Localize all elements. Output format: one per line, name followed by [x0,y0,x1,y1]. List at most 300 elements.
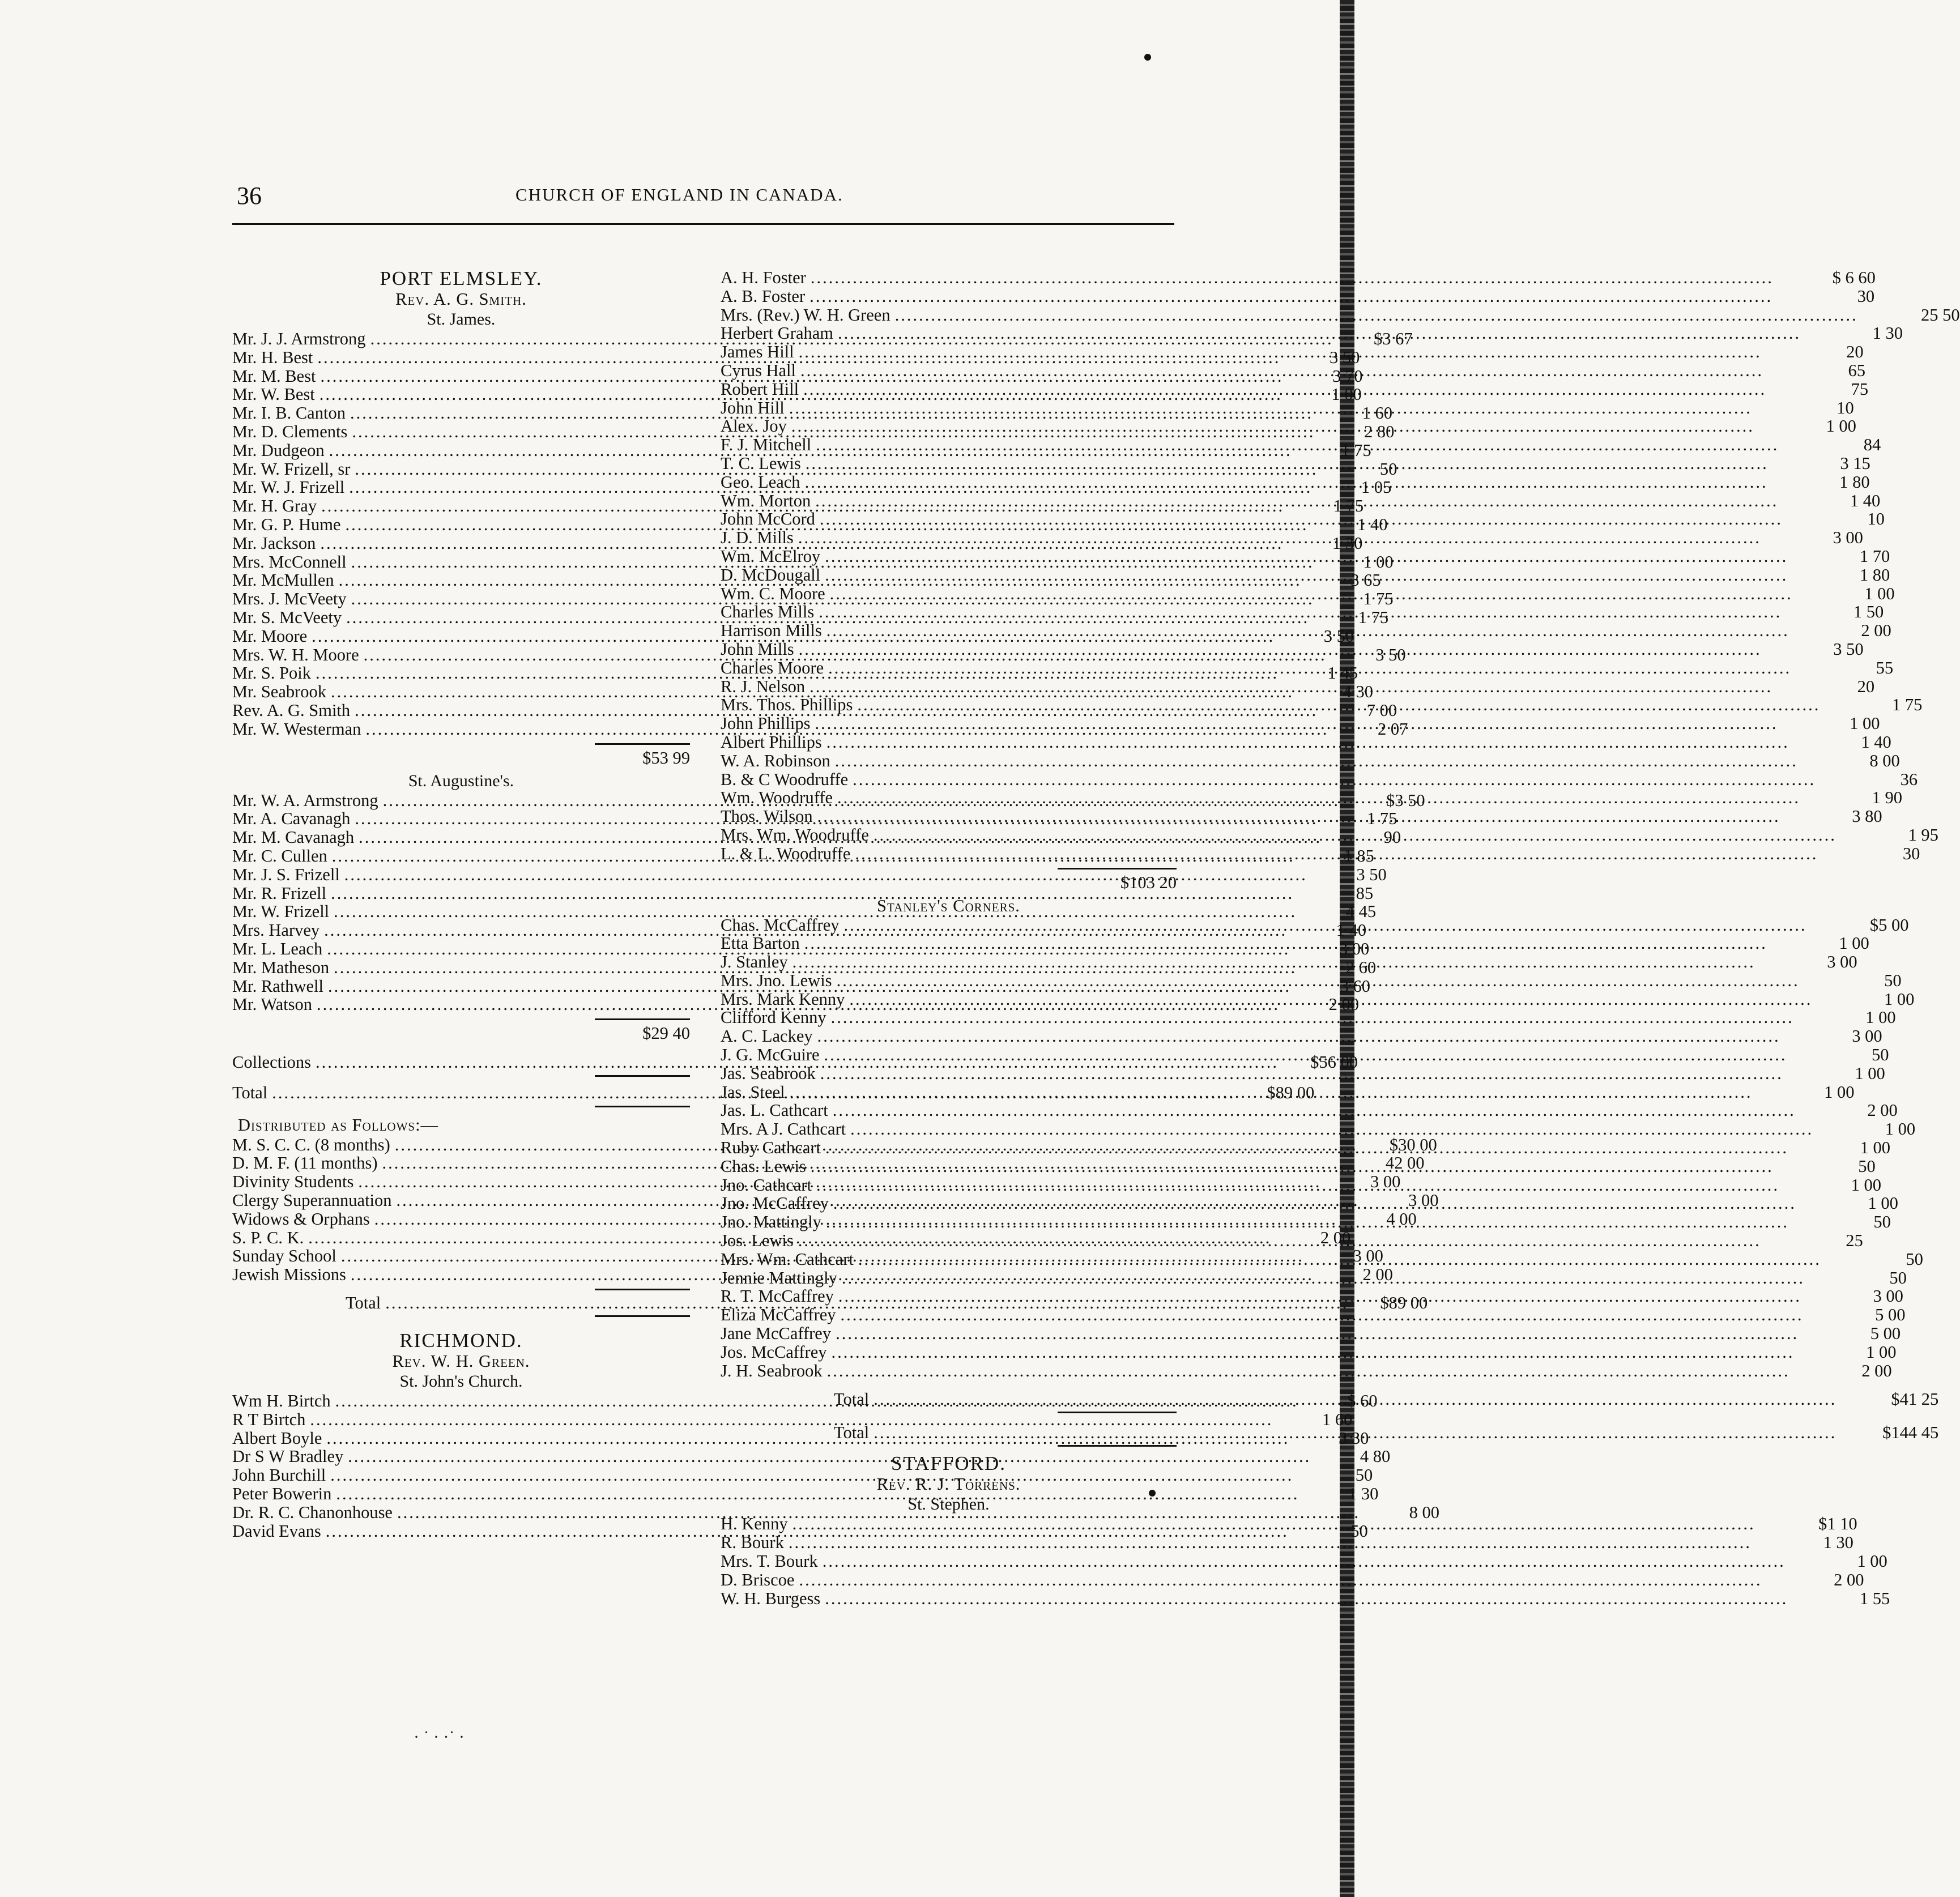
entry-amount: 1 70 [1859,546,1890,566]
entry-name: Albert Boyle [232,1428,322,1448]
leader-dots [826,1213,1789,1231]
entry-amount: 2 07 [1378,719,1408,739]
entry-amount: 3 00 [1833,528,1863,548]
entry-amount: 1 00 [1851,1175,1881,1195]
entry-name: Dr S W Bradley [232,1447,344,1467]
entry-amount: 1 75 [1891,695,1923,715]
leader-dots [824,1046,1787,1064]
list-item [721,1588,1890,1608]
entry-amount: 55 [1876,658,1894,677]
leader-dots [817,1027,1780,1046]
entry-name: Wm. C. Moore [721,583,825,603]
entry-amount: 3 60 [1340,976,1370,996]
leader-dots [826,621,1789,640]
leader-dots [789,1533,1752,1552]
list-item [232,1391,1378,1411]
list-item [721,1008,1896,1028]
entry-name: M. S. C. C. (8 months) [232,1135,390,1154]
entry-name: Rev. A. G. Smith [232,700,351,720]
entry-name: Clifford Kenny [721,1008,826,1028]
entry-amount: 3 00 [1852,1026,1882,1046]
entry-amount: 1 75 [1333,496,1364,516]
leader-dots [799,343,1762,361]
entry-name: Wm. Woodruffe [721,788,833,808]
entry-name: John Phillips [721,714,811,734]
list-item [721,639,1864,659]
entry-amount: 3 50 [1329,347,1360,367]
leader-dots [844,916,1807,935]
entry-amount: 2 00 [1362,1265,1393,1285]
entry-amount: 84 [1863,435,1881,455]
leader-dots [811,1157,1774,1176]
leader-dots [874,826,1837,845]
leader-dots [826,733,1789,752]
entry-amount: 3 50 [1375,645,1406,664]
list-item [721,1533,1854,1553]
entry-name: John Hill [721,398,785,417]
entry-name: Mrs. McConnell [232,552,347,572]
entry-name: D. Briscoe [721,1570,795,1589]
entry-name: L. & L. Woodruffe [721,843,851,863]
entry-amount: 5 00 [1870,1324,1901,1344]
collections-row: Collections ..... $56 00 [232,1053,690,1072]
leader-dots [831,1008,1794,1027]
entry-name: A. H. Foster [721,268,806,287]
leader-dots [838,1287,1801,1306]
entry-name: R T Birtch [232,1409,306,1429]
entry-amount: 50 [1873,1212,1891,1232]
entry-name: Jane McCaffrey [721,1324,832,1344]
entry-amount: 5 00 [1875,1305,1906,1325]
entry-name: Wm. Morton [721,491,811,510]
entry-amount: 50 [1889,1268,1907,1288]
list-item [721,1045,1889,1065]
entry-name: Mr. W. A. Armstrong [232,790,378,810]
entry-name: Jas. Seabrook [721,1063,816,1083]
entry-amount: 3 50 [1833,639,1864,659]
leader-dots [804,934,1767,953]
entry-amount: 3 50 [1323,626,1354,646]
grand-total-row: Total ..... $144 45 [721,1420,1177,1445]
entry-amount: 85 [1356,883,1374,903]
leader-dots [825,1589,1788,1608]
entry-name: Mr. S. Poik [232,663,311,683]
speck [1144,54,1151,61]
entry-name: Mr. W. Frizell [232,902,330,922]
leader-dots [823,1552,1786,1571]
entry-amount: 1 30 [1823,1533,1854,1553]
list-item [721,1551,1887,1571]
leader-dots [805,473,1768,492]
entry-amount: 10 [1837,398,1854,417]
entry-name: John Burchill [232,1465,326,1485]
entry-amount: 1 90 [1872,788,1903,808]
entry-amount: 1 40 [1861,732,1891,752]
distribution-total-row: Total ..... $89 00 [232,1290,690,1315]
entry-name: Dr. R. C. Chanonhouse [232,1502,393,1522]
subtotal: $103 20 [1120,872,1177,892]
leader-dots [833,1194,1796,1213]
entry-name: Mr. W. Westerman [232,719,361,739]
entry-amount: 2 00 [1320,1227,1351,1247]
leader-dots [827,1362,1790,1380]
entry-name: Mr. M. Cavanagh [232,828,355,847]
leader-dots [849,990,1812,1009]
entry-amount: 1 60 [1322,1409,1353,1429]
entry-name: Mrs. Jno. Lewis [721,970,832,990]
church-name: St. Augustine's. [408,771,514,790]
leader-dots [809,677,1772,696]
entry-amount: 7 00 [1366,700,1397,720]
entry-name: Mr. D. Clements [232,421,348,441]
list-item [721,1026,1882,1046]
church-name: St. Stephen. [907,1495,990,1514]
clergy-name: Rev. R. J. Torrens. [876,1474,1021,1494]
entry-amount: 2 00 [1861,621,1891,641]
entry-amount: 4 80 [1360,1447,1391,1467]
entry-amount: 3 00 [1873,1286,1903,1306]
section-title: PORT ELMSLEY. [380,267,543,289]
entry-name: Mrs. Harvey [232,920,320,940]
leader-dots [800,361,1763,380]
clergy-name: Rev. W. H. Green. [392,1352,530,1371]
list-item [721,305,1960,325]
entry-amount: 1 00 [1826,416,1856,436]
leader-dots [815,714,1778,733]
leader-dots [817,807,1780,829]
entry-amount: 1 00 [1331,385,1362,404]
church-name: St. John's Church. [399,1372,523,1391]
entry-amount: 1 80 [1859,565,1890,585]
entry-amount: 3 00 [1370,1172,1401,1192]
entry-name: Mr. H. Best [232,347,313,367]
subtotal: $53 99 [642,748,690,768]
entry-amount: 3 15 [1840,453,1870,473]
entry-amount: 1 00 [1363,552,1394,572]
entry-amount: 42 00 [1385,1153,1425,1173]
entry-name: Jos. Lewis [721,1231,794,1251]
entry-amount: 3 50 [1356,864,1387,884]
entry-amount: 3 00 [1353,1246,1383,1266]
entry-amount: 50 [1350,1521,1368,1541]
leader-dots [811,268,1774,287]
entry-name: D. M. F. (11 months) [232,1153,378,1173]
entry-amount: 1 55 [1859,1588,1890,1608]
entry-amount: 1 00 [1864,583,1895,603]
list-item [721,1305,1906,1325]
print-specks: · ˙ · ·˙ · [414,1728,465,1746]
entry-amount: 3 00 [1339,939,1370,958]
entry-name: Mr. J. S. Frizell [232,864,340,884]
entry-amount: 1 75 [1363,589,1394,609]
list-item [721,1342,1897,1362]
entry-name: H. Kenny [721,1514,788,1534]
leader-dots [831,1343,1794,1362]
leader-dots [825,1139,1788,1157]
entry-amount: 1 00 [1868,1193,1898,1213]
leader-dots [838,324,1801,343]
leader-dots [895,306,1858,325]
entry-name: Sunday School [232,1246,336,1266]
entry-amount: 2 80 [1364,421,1395,441]
entry-amount: 1 00 [1824,1082,1855,1102]
entry-name: Mr. I. B. Canton [232,403,346,423]
entry-name: J. H. Seabrook [721,1361,823,1380]
list-item [721,1063,1885,1083]
list-item [721,286,1875,306]
entry-name: F. J. Mitchell [721,435,812,455]
leader-dots [830,585,1793,603]
leader-dots [833,1101,1796,1120]
section-title: STAFFORD. [891,1452,1006,1475]
leader-dots [858,1250,1821,1269]
entry-name: Albert Phillips [721,732,822,752]
entry-amount: $3 67 [1373,329,1413,348]
entry-name: W. H. Burgess [721,1588,821,1608]
entry-amount: 50 [1355,1465,1373,1485]
entry-name: Mr. McMullen [232,570,334,590]
entry-name: T. C. Lewis [721,453,801,473]
entry-name: J. D. Mills [721,528,794,548]
leader-dots [835,752,1798,770]
leader-dots [799,640,1762,659]
entry-name: Mr. M. Best [232,366,316,386]
list-item [721,1119,1916,1139]
leader-dots [850,1120,1813,1139]
entry-name: Widows & Orphans [232,1209,370,1229]
leader-dots [798,528,1761,547]
entry-amount: 50 [1379,459,1397,479]
entry-name: Wm H. Birtch [232,1391,331,1411]
entry-name: Herbert Graham [721,323,833,343]
entry-amount: 1 50 [1853,602,1884,622]
entry-amount: 1 45 [1327,663,1358,683]
entry-name: Jos. McCaffrey [721,1342,827,1362]
entry-amount: 3 70 [1332,366,1363,386]
entry-amount: 1 00 [1885,1119,1916,1139]
entry-name: Mr. Jackson [232,533,316,553]
entry-amount: 1 95 [1908,825,1938,845]
entry-name: Mrs. Mark Kenny [721,989,845,1009]
leader-dots [825,547,1788,566]
entry-name: Mr. Seabrook [232,682,327,702]
distribution-heading: Distributed as Follows:— [238,1115,439,1135]
entry-name: Mrs. W. H. Moore [232,645,359,664]
list-item [232,883,1374,903]
leader-dots [857,696,1820,714]
entry-name: John McCord [721,509,815,529]
list-item [721,751,1900,770]
subtotal: $29 40 [642,1024,690,1043]
entry-amount: 1 30 [1332,533,1363,553]
entry-name: James Hill [721,342,794,362]
entry-amount: 30 [1857,286,1875,306]
entry-amount: 1 00 [1855,1063,1885,1083]
entry-amount: 25 [1846,1231,1863,1251]
list-item [721,268,1876,287]
entry-amount: 1 80 [1839,472,1870,492]
entry-amount: 2 60 [1345,957,1377,977]
header-rule [232,223,1174,225]
entry-amount: 25 50 [1920,305,1960,325]
entry-amount: 90 [1383,828,1401,847]
leader-dots [841,1306,1804,1324]
entry-name: D. McDougall [721,565,821,585]
entry-name: Mr. A. Cavanagh [232,809,351,829]
clergy-name: Rev. A. G. Smith. [395,289,527,309]
entry-name: Jewish Missions [232,1265,346,1285]
entry-amount: 2 00 [1861,1361,1892,1380]
total-row: Total ..... $41 25 [721,1387,1177,1412]
entry-name: Mr. R. Frizell [232,883,327,903]
entry-amount: $3 50 [1386,790,1425,810]
list-item [721,1361,1892,1380]
entry-name: Jas. Steel [721,1082,785,1102]
leader-dots [798,1227,1761,1250]
entry-name: Clergy Superannuation [232,1191,392,1210]
entry-amount: 2 00 [1328,995,1360,1014]
entry-amount: 1 00 [1866,1342,1897,1362]
list-item [721,1101,1898,1120]
entry-name: Geo. Leach [721,472,800,492]
entry-name: Charles Moore [721,658,824,677]
entry-name: Mr. G. P. Hume [232,514,341,534]
entry-amount: 4 45 [1345,902,1377,922]
leader-dots [853,770,1816,789]
entry-amount: 50 [1884,970,1902,990]
entry-amount: 1 00 [1865,1008,1896,1028]
entry-amount: $1 10 [1818,1514,1857,1534]
entry-amount: 10 [1867,509,1885,529]
entry-name: Mr. L. Leach [232,939,323,958]
entry-name: John Mills [721,639,794,659]
entry-amount: 1 00 [1857,1551,1887,1571]
entry-amount: 3 80 [1852,807,1882,826]
list-item [232,1428,1369,1448]
entry-name: R. Bourk [721,1533,784,1553]
leader-dots [816,1176,1779,1195]
entry-name: Mr. J. J. Armstrong [232,329,366,348]
entry-amount: 75 [1851,379,1869,399]
leader-dots [791,417,1754,436]
entry-name: Mr. C. Cullen [232,846,327,866]
leader-dots [828,659,1791,677]
entry-name: Chas. McCaffrey [721,915,840,935]
list-item [721,1286,1903,1306]
church-name: St. James. [427,310,496,329]
entry-name: Wm. McElroy [721,546,821,566]
leader-dots [819,603,1782,621]
leader-dots [790,1083,1753,1102]
entry-name: Mrs. T. Bourk [721,1551,818,1571]
entry-name: Jennie Mattingly [721,1268,837,1288]
entry-name: Harrison Mills [721,621,822,641]
entry-name: R. T. McCaffrey [721,1286,834,1306]
entry-name: Mr. Rathwell [232,976,323,996]
entry-amount: $ 60 [1347,1391,1378,1411]
leader-dots [820,1064,1783,1083]
entry-amount: $30 00 [1389,1135,1437,1154]
list-item [232,1409,1353,1429]
entry-name: Jas. L. Cathcart [721,1101,828,1120]
entry-amount: 4 30 [1343,682,1374,702]
church-name: Stanley's Corners. [877,896,1020,915]
entry-name: J. Stanley [721,952,788,972]
entry-name: Mrs. Thos. Phillips [721,695,853,715]
leader-dots [837,788,1800,807]
list-item [721,1570,1864,1589]
entry-name: Thos. Wilson [721,807,813,826]
entry-amount: 1 00 [1850,714,1880,734]
entry-name: Eliza McCaffrey [721,1305,836,1325]
entry-amount: 1 40 [1850,491,1881,510]
entry-amount: 1 85 [1344,846,1374,866]
entry-name: B. & C Woodruffe [721,769,849,789]
entry-name: Peter Bowerin [232,1484,332,1504]
entry-name: Cyrus Hall [721,360,796,380]
running-title: CHURCH OF ENGLAND IN CANADA. [515,185,843,204]
entry-amount: 1 40 [1357,514,1388,534]
entry-name: Mrs. A J. Cathcart [721,1119,846,1139]
leader-dots [809,287,1772,306]
entry-amount: 1 75 [1367,809,1397,829]
entry-amount: 50 [1906,1249,1923,1269]
leader-dots [806,454,1769,473]
entry-amount: 8 00 [1409,1502,1439,1522]
entry-name: Mrs. Wm. Woodruffe [721,825,869,845]
entry-amount: 1 00 [1839,933,1869,953]
entry-amount: 8 00 [1869,751,1900,770]
entry-name: A. B. Foster [721,286,806,306]
entry-amount: 30 [1902,843,1920,863]
entry-amount: 1 30 [1348,1484,1379,1504]
entry-name: J. G. McGuire [721,1045,820,1065]
entry-name: R. J. Nelson [721,676,806,696]
entry-name: Mr. W. Frizell, sr [232,459,351,479]
leader-dots [816,436,1779,454]
section-title: RICHMOND. [399,1329,523,1352]
leader-dots [836,1324,1799,1343]
leader-dots [820,510,1783,528]
entry-name: Charles Mills [721,602,815,622]
entry-name: Divinity Students [232,1172,354,1192]
entry-amount: 1 40 [1336,920,1367,940]
entry-name: Mr. S. McVeety [232,607,342,627]
entry-amount: 1 75 [1358,607,1389,627]
entry-name: W. A. Robinson [721,751,830,770]
page-number: 36 [237,182,262,210]
entry-amount: 50 [1858,1156,1876,1176]
entry-name: Mr. W. J. Frizell [232,478,345,497]
entry-amount: 3 30 [1339,1428,1369,1448]
entry-amount: 3 00 [1827,952,1857,972]
entry-name: Chas. Lewis [721,1156,806,1176]
entry-name: Ruby Cathcart [721,1138,821,1158]
entry-name: Jno. Mattingly [721,1212,821,1232]
entry-amount: 3 00 [1408,1191,1439,1210]
leader-dots [837,971,1800,990]
entry-name: David Evans [232,1521,321,1541]
entry-amount: $5 00 [1869,915,1909,935]
entry-amount: 1 30 [1872,323,1903,343]
leader-dots [799,1571,1762,1589]
entry-amount: 4 00 [1386,1209,1417,1229]
entry-name: Mr. H. Gray [232,496,317,516]
entry-amount: 2 00 [1834,1570,1864,1589]
leader-dots [789,399,1752,417]
leader-dots [803,380,1766,399]
entry-name: Mr. Watson [232,995,313,1014]
